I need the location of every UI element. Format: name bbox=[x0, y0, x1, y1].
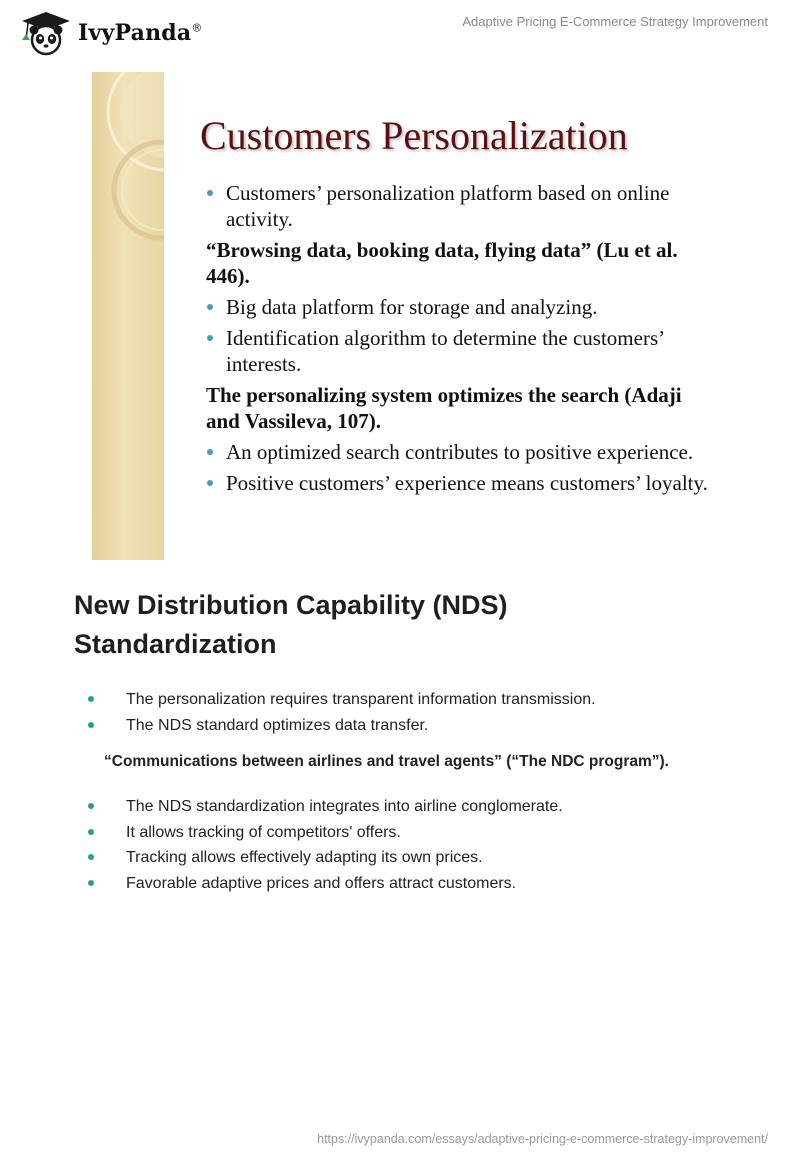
bullet-dot-icon bbox=[207, 190, 213, 196]
slide-quote: “Browsing data, booking data, flying data” (Lu et al. 446). bbox=[206, 238, 678, 288]
brand-name: IvyPanda® bbox=[78, 20, 203, 46]
slide-decorative-bar bbox=[92, 72, 164, 560]
document-title: Adaptive Pricing E-Commerce Strategy Improvement bbox=[462, 14, 768, 29]
bullet-dot-icon bbox=[88, 854, 94, 860]
bullet-list-top bbox=[86, 687, 726, 738]
list-item: The personalization requires transparent information transmission. bbox=[86, 687, 726, 713]
bullet-dot-icon bbox=[207, 304, 213, 310]
slide-bullet: An optimized search contributes to positive experience. bbox=[206, 439, 716, 465]
bullet-dot-icon bbox=[88, 880, 94, 886]
list-item: The NDS standard optimizes data transfer. bbox=[86, 713, 726, 739]
slide-bullet: Big data platform for storage and analyzing. bbox=[206, 294, 716, 320]
slide-image bbox=[92, 72, 732, 560]
list-item: Favorable adaptive prices and offers attract customers. bbox=[86, 871, 726, 897]
bullet-dot-icon bbox=[88, 722, 94, 728]
bullet-dot-icon bbox=[88, 829, 94, 835]
slide-body bbox=[206, 180, 716, 501]
bullet-dot-icon bbox=[207, 449, 213, 455]
slide-quote: The personalizing system optimizes the search (Adaji and Vassileva, 107). bbox=[206, 383, 682, 433]
list-item: Tracking allows effectively adapting its own prices. bbox=[86, 845, 726, 871]
list-item: The NDS standardization integrates into airline conglomerate. bbox=[86, 794, 726, 820]
bullet-list-bottom bbox=[86, 794, 726, 896]
decorative-rings-icon bbox=[92, 72, 164, 272]
slide-bullet: Customers’ personalization platform based on online activity. bbox=[206, 180, 716, 232]
bullet-dot-icon bbox=[207, 335, 213, 341]
panda-graduate-icon bbox=[16, 10, 76, 56]
list-item: It allows tracking of competitors' offers. bbox=[86, 820, 726, 846]
ivypanda-logo[interactable] bbox=[16, 10, 216, 56]
section-quote: “Communications between airlines and travel agents” (“The NDC program”). bbox=[104, 753, 669, 770]
source-url[interactable]: https://ivypanda.com/essays/adaptive-pricing-e-commerce-strategy-improvement/ bbox=[317, 1132, 768, 1146]
bullet-dot-icon bbox=[88, 803, 94, 809]
slide-title: Customers Personalization bbox=[200, 113, 628, 158]
slide-bullet: Positive customers’ experience means customers’ loyalty. bbox=[206, 470, 716, 496]
bullet-dot-icon bbox=[88, 696, 94, 702]
section-heading: New Distribution Capability (NDS) Standardization bbox=[74, 590, 508, 659]
bullet-dot-icon bbox=[207, 480, 213, 486]
slide-bullet: Identification algorithm to determine the customers’ interests. bbox=[206, 325, 716, 377]
